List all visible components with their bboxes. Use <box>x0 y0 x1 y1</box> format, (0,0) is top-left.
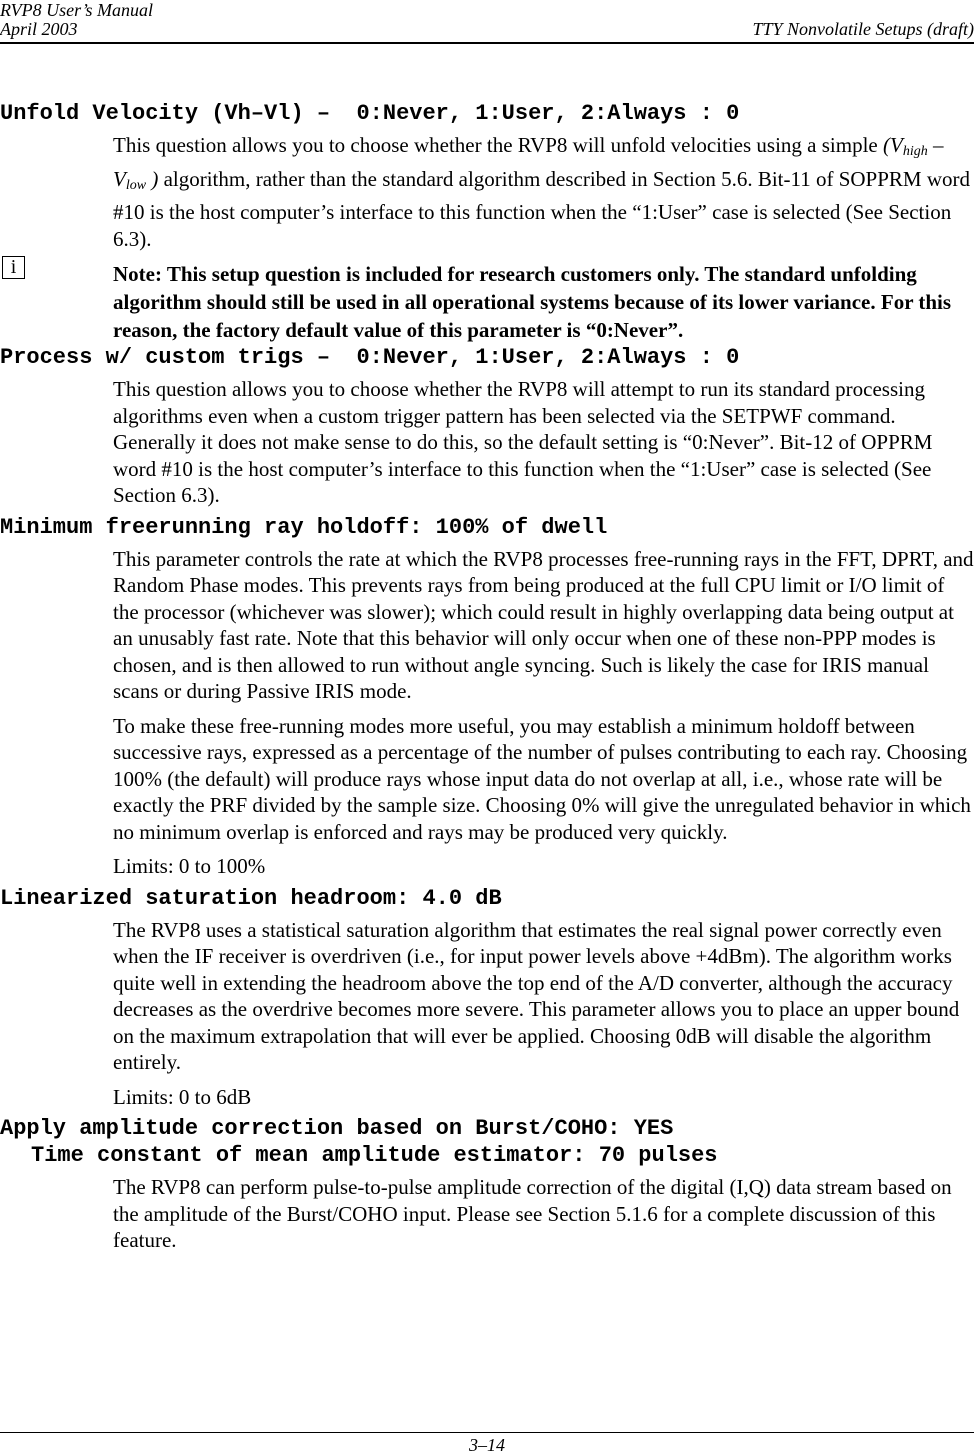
unfold-text-a: This question allows you to choose whether the RVP8 will unfold velocities using a simple <box>113 133 883 157</box>
close-paren: ) <box>146 166 159 191</box>
process-heading: Process w/ custom trigs – 0:Never, 1:User, 2:Always : 0 <box>0 345 740 370</box>
research-note <box>0 256 974 344</box>
holdoff-limits: Limits: 0 to 100% <box>113 854 266 878</box>
page-header <box>0 0 974 44</box>
header-rule <box>0 42 974 44</box>
page-footer <box>0 1432 974 1455</box>
chapter-title: TTY Nonvolatile Setups (draft) <box>752 19 974 39</box>
process-paragraph: This question allows you to choose whether the RVP8 will attempt to run its standard processing algorithms even when a custom trigger pattern has been selected via the SETPWF command. Generally it does not make sense to do this, so the default setting is “0:Never”. Bit-12 of OPPRM word #10 is the host computer’s interface to this function when the “1:User” case is selected (See Section 6.3). <box>113 377 933 507</box>
saturation-limits: Limits: 0 to 6dB <box>113 1084 252 1109</box>
unfold-text-b: algorithm, rather than the standard algorithm described in Section 5.6. Bit-11 of SOPPRM word #10 is the host computer’s interface to this function when the “1:User” case is selected (See Section 6.3). <box>113 166 970 251</box>
page-number: 3–14 <box>469 1435 505 1455</box>
amplitude-paragraph: The RVP8 can perform pulse-to-pulse amplitude correction of the digital (I,Q) data stream based on the amplitude of the Burst/COHO input. Please see Section 5.1.6 for a complete discussion of this feature. <box>113 1175 952 1252</box>
vh-symbol: (V <box>882 133 903 157</box>
manual-date: April 2003 <box>0 19 78 39</box>
info-icon: i <box>2 256 25 279</box>
holdoff-heading: Minimum freerunning ray holdoff: 100% of dwell <box>0 514 608 540</box>
saturation-heading: Linearized saturation headroom: 4.0 dB <box>0 885 502 911</box>
vl-symbol: – V <box>113 133 944 191</box>
manual-title: RVP8 User’s Manual <box>0 0 153 20</box>
unfold-heading: Unfold Velocity (Vh–Vl) – 0:Never, 1:User, 2:Always : 0 <box>0 101 740 126</box>
holdoff-paragraph-1: This parameter controls the rate at which the RVP8 processes free-running rays in the FFT, DPRT, and Random Phase modes. This prevents rays from being produced at the full CPU limit or I/O limit of the processor (whichever was slower); which could result in highly overlapping data being output at an unusably fast rate. Note that this behavior will only occur when one of these non-PPP modes is chosen, and is then allowed to run without angle syncing. Such is likely the case for IRIS manual scans or during Passive IRIS mode. <box>113 546 974 703</box>
time-constant-heading: Time constant of mean amplitude estimator: 70 pulses <box>31 1143 718 1168</box>
page-content <box>0 100 974 1254</box>
saturation-paragraph: The RVP8 uses a statistical saturation algorithm that estimates the real signal power correctly even when the IF receiver is overdriven (i.e., for input power levels above +4dBm). The algorithm works quite well in extending the headroom above the top end of the A/D converter, although the accuracy decreases as the overdrive becomes more severe. This parameter allows you to place an upper bound on the maximum extrapolation that will ever be applied. Choosing 0dB will disable the algorithm entirely. <box>113 917 960 1074</box>
note-text: Note: This setup question is included for research customers only. The standard unfolding algorithm should still be used in all operational systems because of its lower variance. For this reason, the factory default value of this parameter is “0:Never”. <box>113 262 952 342</box>
amplitude-heading: Apply amplitude correction based on Burst/COHO: YES <box>0 1116 674 1141</box>
footer-rule <box>0 1432 974 1433</box>
low-subscript: low <box>125 177 147 193</box>
holdoff-paragraph-2: To make these free-running modes more useful, you may establish a minimum holdoff between successive rays, expressed as a percentage of the number of pulses contributing to each ray. Choosing 100% (the default) will produce rays whose input data do not overlap at all, i.e., whose rate will be exactly the PRF divided by the sample size. Choosing 0% will give the unregulated behavior in which no minimum overlap is enforced and rays may be produced very quickly. <box>113 713 971 844</box>
unfold-paragraph <box>113 132 974 252</box>
high-subscript: high <box>902 144 928 159</box>
